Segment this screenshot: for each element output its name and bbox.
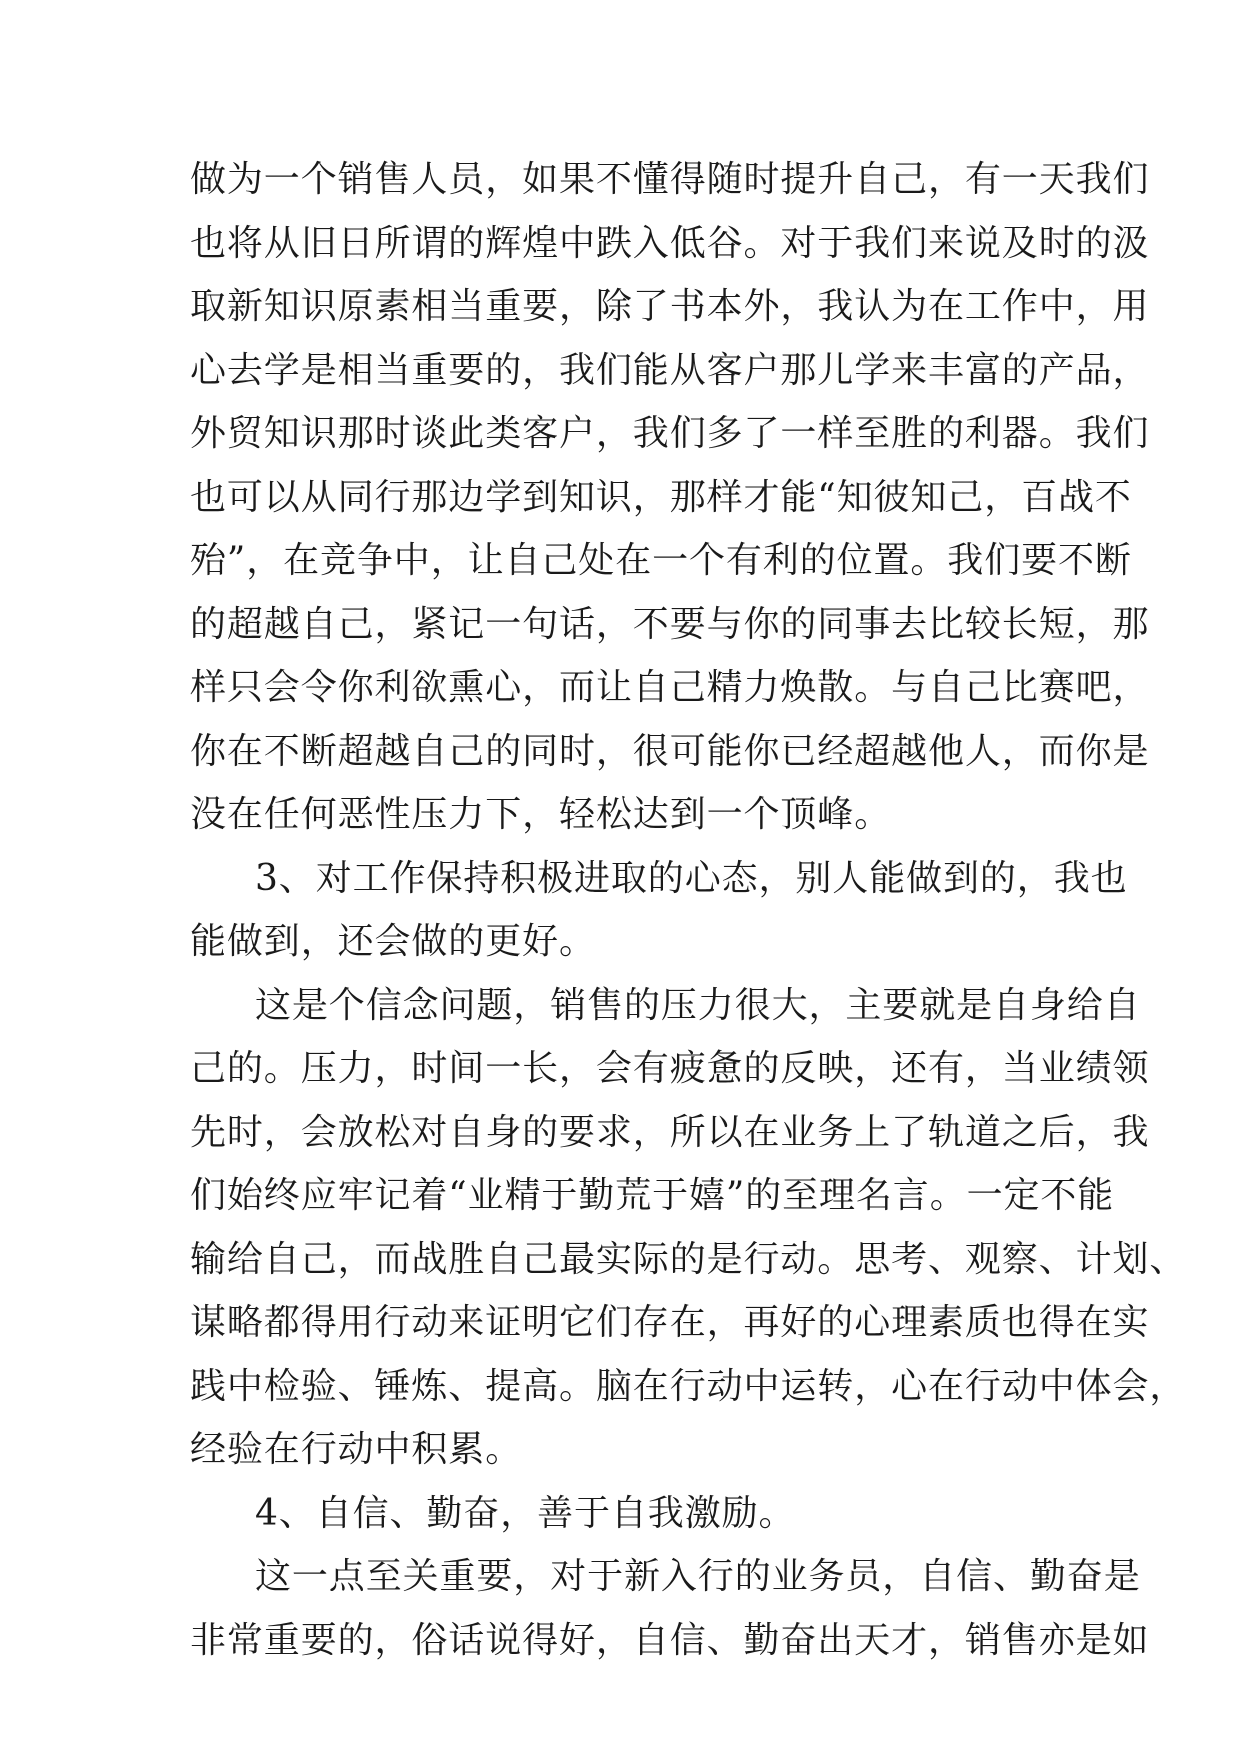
section-heading-4: 4、自信、勤奋，善于自我激励。 (255, 1492, 796, 1534)
text-line: 己的。压力，时间一长，会有疲惫的反映，还有，当业绩领 (190, 1048, 1150, 1089)
paragraph-start: 这是个信念问题，销售的压力很大，主要就是自身给自 (255, 984, 1141, 1026)
section-heading-3: 3、对工作保持积极进取的心态，别人能做到的，我也 (255, 857, 1128, 899)
text-line: 先时，会放松对自身的要求，所以在业务上了轨道之后，我 (190, 1111, 1150, 1153)
text-line: 经验在行动中积累。 (190, 1429, 523, 1470)
body-text (190, 148, 1187, 1672)
text-line: 的超越自己，紧记一句话，不要与你的同事去比较长短，那 (190, 603, 1150, 645)
text-line: 也可以从同行那边学到知识，那样才能“知彼知己，百战不 (190, 476, 1132, 518)
text-line: 样只会令你利欲熏心，而让自己精力焕散。与自己比赛吧， (190, 667, 1150, 708)
text-line: 没在任何恶性压力下，轻松达到一个顶峰。 (190, 794, 892, 835)
text-line: 殆”，在竞争中，让自己处在一个有利的位置。我们要不断 (190, 540, 1132, 581)
text-line: 能做到，还会做的更好。 (190, 921, 596, 962)
text-line: 做为一个销售人员，如果不懂得随时提升自己，有一天我们 (190, 159, 1150, 200)
text-line: 心去学是相当重要的，我们能从客户那儿学来丰富的产品， (190, 349, 1150, 391)
text-line: 非常重要的，俗话说得好，自信、勤奋出天才，销售亦是如 (190, 1619, 1150, 1661)
text-line: 也将从旧日所谓的辉煌中跌入低谷。对于我们来说及时的汲 (190, 222, 1150, 264)
text-line: 谋略都得用行动来证明它们存在，再好的心理素质也得在实 (190, 1302, 1150, 1343)
text-line: 践中检验、锤炼、提高。脑在行动中运转，心在行动中体会， (190, 1365, 1187, 1407)
text-line: 输给自己，而战胜自己最实际的是行动。思考、观察、计划、 (190, 1238, 1187, 1280)
text-line: 你在不断超越自己的同时，很可能你已经超越他人，而你是 (190, 730, 1150, 772)
text-line: 外贸知识那时谈此类客户，我们多了一样至胜的利器。我们 (190, 413, 1150, 454)
paragraph-start: 这一点至关重要，对于新入行的业务员，自信、勤奋是 (255, 1556, 1141, 1597)
text-line: 们始终应牢记着“业精于勤荒于嬉”的至理名言。一定不能 (190, 1175, 1115, 1216)
text-line: 取新知识原素相当重要，除了书本外，我认为在工作中，用 (190, 286, 1150, 327)
